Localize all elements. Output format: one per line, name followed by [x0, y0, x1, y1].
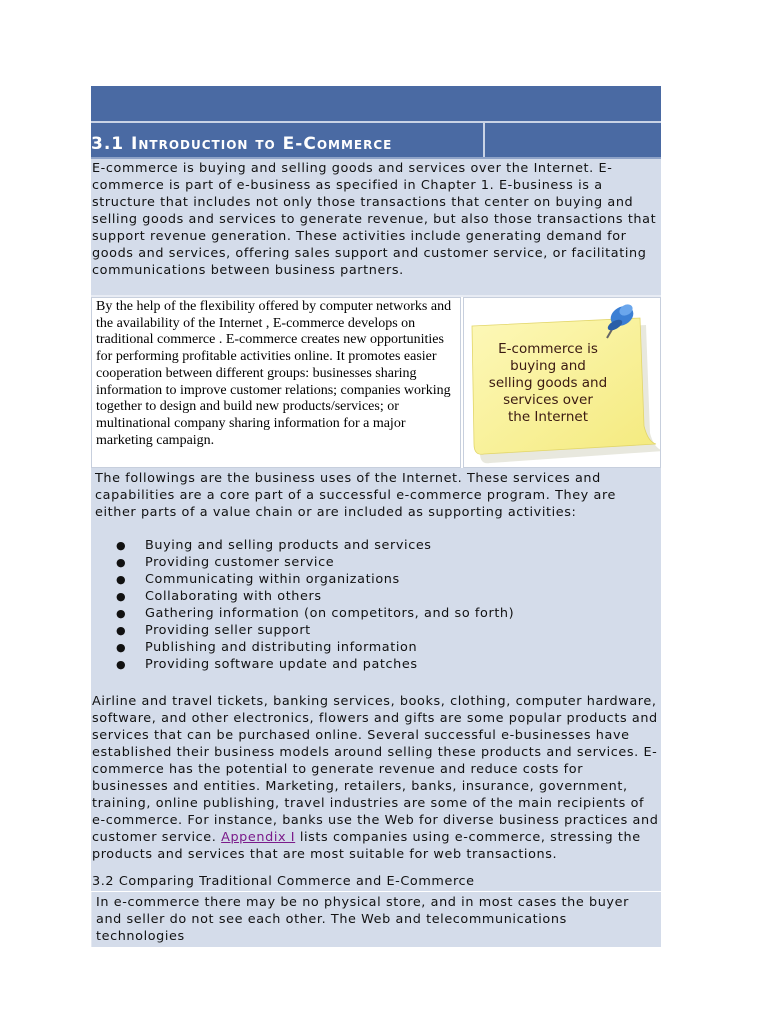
- list-item-text: Collaborating with others: [145, 589, 322, 604]
- products-paragraph: [91, 687, 661, 873]
- flexibility-table: [91, 295, 661, 468]
- list-item: [116, 554, 659, 571]
- bullet-icon: ●: [116, 658, 127, 671]
- bullet-icon: ●: [116, 556, 127, 569]
- list-item: [116, 588, 659, 605]
- bullet-icon: ●: [116, 607, 127, 620]
- header-bar: [91, 86, 661, 123]
- flexibility-text: By the help of the flexibility offered by computer networks and the availability of the Internet , E-commerce develops on traditional commerce . E-commerce creates new opportunities for performing profitable activities online. It promotes easier cooperation between different groups: businesses sharing information to improve customer relations; companies working together to design and build new products/services; or multinational company sharing information for a major marketing campaign.: [91, 297, 461, 468]
- section-heading-row: [91, 123, 661, 159]
- subsection-heading: 3.2 Comparing Traditional Commerce and E-Commerce: [91, 873, 661, 892]
- intro-paragraph: E-commerce is buying and selling goods and services over the Internet. E-commerce is part of e-business as specified in Chapter 1. E-business is a structure that includes not only those transactions that center on buying and selling goods and services to generate revenue, but also those transactions that support revenue generation. These activities include generating demand for goods and services, offering sales support and customer service, or facilitating communications between business partners.: [91, 159, 661, 295]
- note-line-4: services over: [503, 392, 593, 408]
- list-item-text: Providing software update and patches: [145, 657, 418, 672]
- note-line-2: buying and: [510, 358, 586, 374]
- section-title-text: Introduction to E-Commerce: [131, 134, 393, 154]
- note-line-5: the Internet: [507, 409, 589, 425]
- list-item-text: Communicating within organizations: [145, 572, 400, 587]
- note-line-3: selling goods and: [488, 375, 608, 391]
- document-page: [91, 86, 661, 947]
- list-item: [116, 639, 659, 656]
- bullet-icon: ●: [116, 624, 127, 637]
- list-item-text: Providing seller support: [145, 623, 311, 638]
- list-item: [116, 571, 659, 588]
- appendix-link[interactable]: Appendix I: [221, 830, 296, 845]
- list-item-text: Buying and selling products and services: [145, 538, 432, 553]
- section-number: 3.1: [91, 134, 125, 154]
- list-item: [116, 605, 659, 622]
- business-uses-intro: The followings are the business uses of the Internet. These services and capabilities are a core part of a successful e-commerce program. They are either parts of a value chain or are included as supporting activities:: [95, 471, 617, 520]
- list-item: [116, 622, 659, 639]
- products-text-after: lists companies using e-commerce, stressing the products and services that are most suitable for web transactions.: [92, 830, 641, 862]
- bullet-icon: ●: [116, 573, 127, 586]
- list-item: [116, 656, 659, 673]
- sticky-note-graphic: [464, 298, 660, 465]
- business-uses-list: [95, 537, 659, 673]
- list-item-text: Gathering information (on competitors, and so forth): [145, 606, 515, 621]
- section-title: [91, 123, 485, 157]
- heading-empty-cell: [485, 123, 661, 157]
- list-item-text: Publishing and distributing information: [145, 640, 418, 655]
- list-item-text: Providing customer service: [145, 555, 335, 570]
- list-item: [116, 537, 659, 554]
- note-line-1: E-commerce is: [498, 341, 598, 357]
- products-text-before: Airline and travel tickets, banking services, books, clothing, computer hardware, software, and other electronics, flowers and gifts are some popular products and services that can be purchased online. Several successful e-businesses have established their business models around selling these products and services. E-commerce has the potential to generate revenue and reduce costs for businesses and entities. Marketing, retailers, banks, insurance, government, training, online publishing, travel industries are some of the main recipients of e-commerce. For instance, banks use the Web for diverse business practices and customer service.: [92, 694, 659, 845]
- sticky-note-image: [463, 297, 661, 468]
- bullet-icon: ●: [116, 641, 127, 654]
- compare-paragraph: In e-commerce there may be no physical store, and in most cases the buyer and seller do not see each other. The Web and telecommunications technologies: [91, 892, 661, 947]
- bullet-icon: ●: [116, 590, 127, 603]
- bullet-icon: ●: [116, 539, 127, 552]
- business-uses-section: [91, 468, 661, 687]
